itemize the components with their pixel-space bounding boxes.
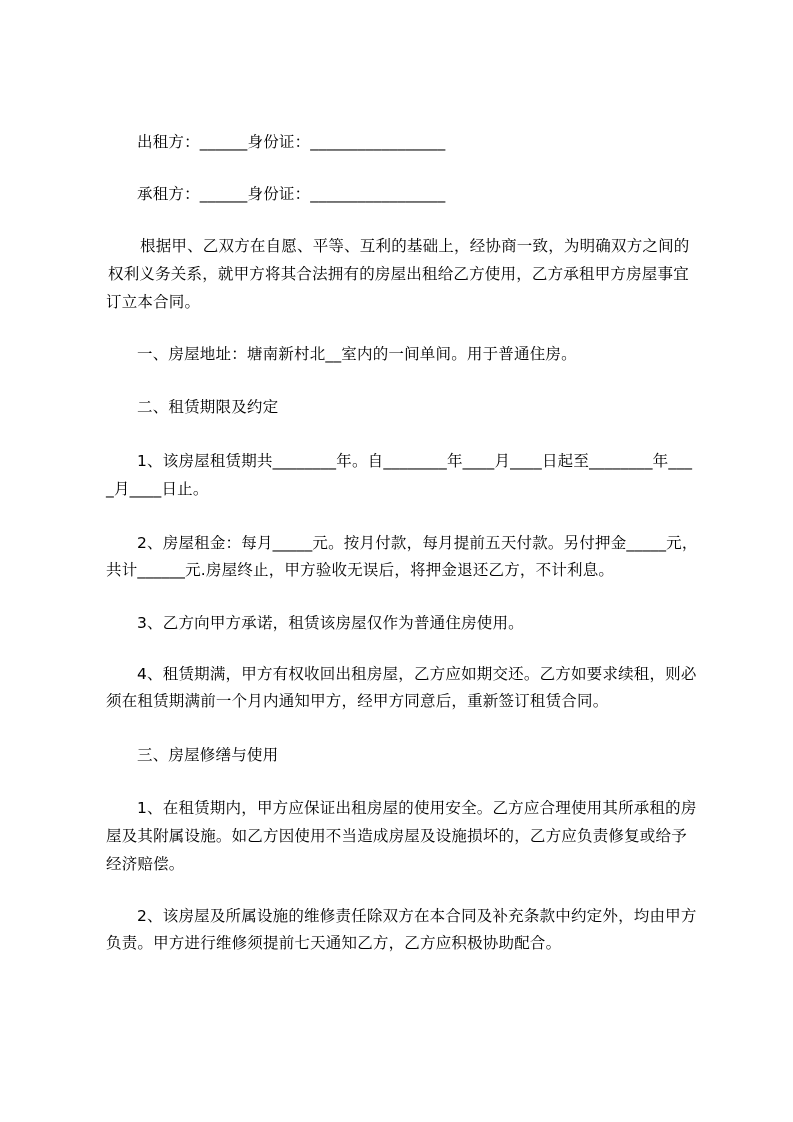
clause-2-4-line-2: 须在租赁期满前一个月内通知甲方，经甲方同意后，重新签订租赁合同。 [106,692,609,710]
intro-line-1: 根据甲、乙双方在自愿、平等、互利的基础上，经协商一致，为明确双方之间的 [140,237,690,255]
lessor-line: 出租方：______身份证：_________________ [137,133,446,151]
clause-2-2-line-1: 2、房屋租金：每月_____元。按月付款，每月提前五天付款。另付押金_____元， [137,534,698,552]
section-1-address: 一、房屋地址：塘南新村北__室内的一间单间。用于普通住房。 [137,345,577,363]
intro-line-2: 权利义务关系，就甲方将其合法拥有的房屋出租给乙方使用，乙方承租甲方房屋事宜 [108,265,689,283]
clause-2-1-line-1: 1、该房屋租赁期共________年。自________年____月____日起至________年___ [137,452,693,470]
section-3-title: 三、房屋修缮与使用 [137,746,279,764]
clause-3-2-line-2: 负责。甲方进行维修须提前七天通知乙方，乙方应积极协助配合。 [106,934,562,952]
section-2-title: 二、租赁期限及约定 [137,398,279,416]
clause-2-2-line-2: 共计______元.房屋终止，甲方验收无误后，将押金退还乙方，不计利息。 [106,561,615,579]
clause-2-3: 3、乙方向甲方承诺，租赁该房屋仅作为普通住房使用。 [137,614,524,632]
lessee-line: 承租方：______身份证：_________________ [137,185,446,203]
clause-3-2-line-1: 2、该房屋及所属设施的维修责任除双方在本合同及补充条款中约定外，均由甲方 [137,907,697,925]
intro-line-3: 订立本合同。 [106,293,201,311]
clause-2-4-line-1: 4、租赁期满，甲方有权收回出租房屋，乙方应如期交还。乙方如要求续租，则必 [137,665,697,683]
clause-3-1-line-2: 屋及其附属设施。如乙方因使用不当造成房屋及设施损坏的，乙方应负责修复或给予 [106,827,687,845]
clause-2-1-line-2: _月____日止。 [106,480,209,498]
clause-3-1-line-1: 1、在租赁期内，甲方应保证出租房屋的使用安全。乙方应合理使用其所承租的房 [137,799,697,817]
clause-3-1-line-3: 经济赔偿。 [106,855,185,873]
